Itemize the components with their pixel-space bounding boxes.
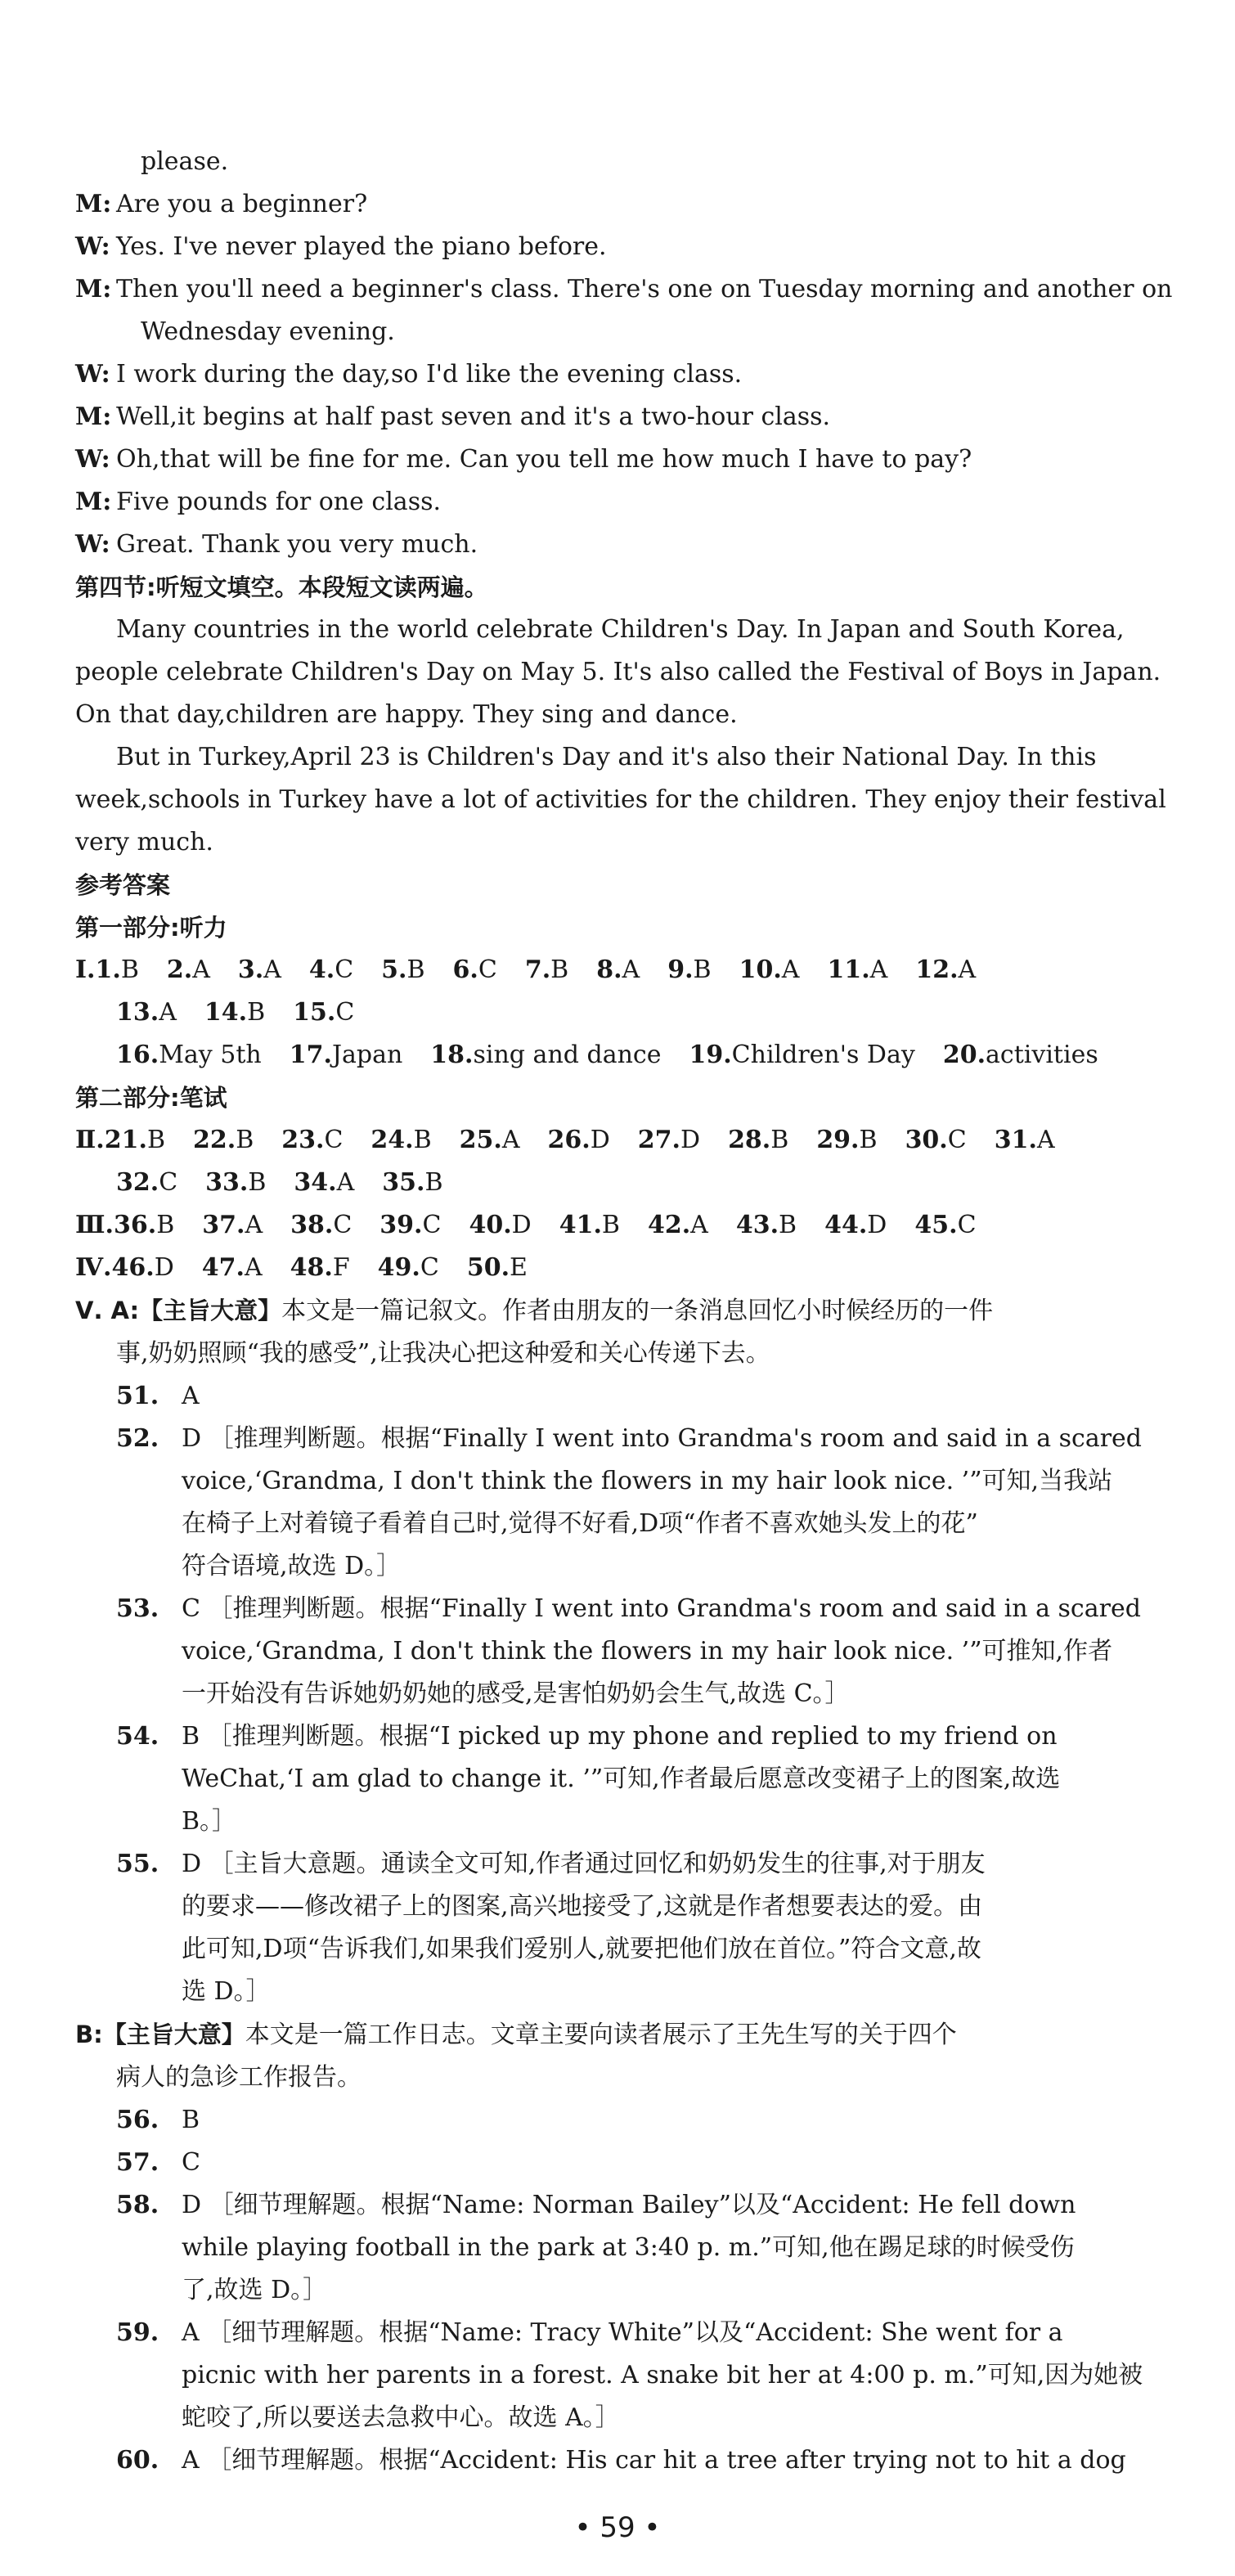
- passage-line: But in Turkey,April 23 is Children's Day and it's also their National Day. In this: [116, 743, 1097, 771]
- answer-item: [378, 1247, 439, 1289]
- question-text: 的要求——修改裙子上的图案,高兴地接受了,这就是作者想要表达的爱。由: [182, 1892, 983, 1921]
- answer-value: B: [146, 1126, 165, 1154]
- answer-item: [202, 1247, 263, 1289]
- answer-number: 31.: [994, 1126, 1037, 1154]
- answer-value: May 5th: [159, 1041, 262, 1069]
- question-text: 符合语境,故选 D。］: [182, 1552, 402, 1580]
- dialogue-text: Well,it begins at half past seven and it's a two-hour class.: [116, 402, 831, 431]
- answer-value: D: [680, 1126, 701, 1154]
- dialogue-text: Are you a beginner?: [116, 190, 368, 218]
- answer-number: 11.: [827, 955, 870, 984]
- answer-value: Japan: [331, 1041, 403, 1069]
- speaker: W:: [75, 445, 110, 474]
- answer-item: [596, 949, 640, 991]
- answer-item: [905, 1119, 967, 1162]
- answer-row: [75, 1162, 1171, 1204]
- passage-line: very much.: [75, 828, 213, 856]
- answer-number: 41.: [559, 1211, 602, 1239]
- answer-item: [728, 1119, 788, 1162]
- question-text: 选 D。］: [182, 1977, 271, 2006]
- dialogue-line: [75, 141, 1171, 183]
- answer-item: [381, 949, 424, 991]
- answer-number: 2.: [166, 955, 193, 984]
- answer-item: [827, 949, 887, 991]
- question-text: 此可知,D项“告诉我们,如果我们爱别人,就要把他们放在首位。”符合文意,故: [182, 1935, 981, 1963]
- answer-value: B: [424, 1168, 443, 1197]
- answer-number: 27.: [637, 1126, 680, 1154]
- question-text: D ［推理判断题。根据“Finally I went into Grandma's room and said in a scared: [182, 1424, 1143, 1453]
- answer-value: A: [245, 1211, 263, 1239]
- answer-value: A: [958, 955, 977, 984]
- passage: [75, 609, 1171, 864]
- dialogue-text: Yes. I've never played the piano before.: [116, 232, 607, 261]
- answer-value: A: [622, 955, 640, 984]
- question-line: [75, 2269, 1171, 2312]
- answer-number: 13.: [116, 998, 159, 1027]
- dialogue-line: [75, 353, 1171, 396]
- answer-value: A: [192, 955, 210, 984]
- question-text: A: [182, 1382, 200, 1410]
- question-text: 蛇咬了,所以要送去急救中心。故选 A。］: [182, 2403, 620, 2432]
- answer-number: 37.: [202, 1211, 245, 1239]
- answer-value: B: [247, 998, 266, 1027]
- question-line: [75, 1673, 1171, 1715]
- answer-item: [290, 1034, 403, 1077]
- question-line: [75, 1843, 1171, 1886]
- question-number: 59.: [116, 2318, 159, 2347]
- answer-row: [75, 1204, 1171, 1247]
- answer-number: 8.: [596, 955, 622, 984]
- section-a-line: [75, 1289, 1171, 1333]
- dialogue-text: Oh,that will be fine for me. Can you tell me how much I have to pay?: [116, 445, 972, 474]
- passage-line: week,schools in Turkey have a lot of activities for the children. They enjoy their festival: [75, 785, 1166, 814]
- answer-item: [915, 949, 976, 991]
- dialogue-text: Great. Thank you very much.: [116, 530, 478, 559]
- question-line: [75, 1418, 1171, 1460]
- answer-number: 15.: [293, 998, 336, 1027]
- answer-item: [112, 1247, 174, 1289]
- speaker: M:: [75, 275, 112, 303]
- question-text: 了,故选 D。］: [182, 2276, 328, 2304]
- answer-number: 5.: [381, 955, 407, 984]
- answer-number: 23.: [281, 1126, 325, 1154]
- section-roman: Ⅱ.: [75, 1126, 105, 1154]
- dialogue-text: Wednesday evening.: [141, 317, 395, 346]
- question-line: [75, 1630, 1171, 1673]
- answer-number: 1.: [95, 955, 121, 984]
- dialogue-line: [75, 311, 1171, 353]
- answer-value: A: [869, 955, 888, 984]
- speaker: W:: [75, 360, 110, 389]
- speaker: M:: [75, 190, 112, 218]
- answer-row: [75, 991, 1171, 1034]
- question-number: 53.: [116, 1594, 159, 1623]
- section-b-head: B:【主旨大意】: [75, 2021, 245, 2048]
- answer-value: B: [236, 1126, 254, 1154]
- answer-value: B: [248, 1168, 267, 1197]
- answer-item: [648, 1204, 708, 1247]
- question-line: [75, 1460, 1171, 1503]
- answer-number: 29.: [816, 1126, 860, 1154]
- answer-item: [167, 949, 210, 991]
- answer-value: F: [332, 1253, 350, 1282]
- answer-value: B: [859, 1126, 878, 1154]
- speaker: M:: [75, 488, 112, 516]
- answer-value: C: [159, 1168, 178, 1197]
- answer-number: 46.: [111, 1253, 155, 1282]
- answer-item: [204, 991, 265, 1034]
- answer-number: 30.: [905, 1126, 948, 1154]
- question-number: 57.: [116, 2148, 159, 2177]
- passage-line: people celebrate Children's Day on May 5. It's also called the Festival of Boys in Japan.: [75, 658, 1161, 686]
- answer-number: 42.: [647, 1211, 691, 1239]
- answer-item: [914, 1204, 976, 1247]
- answer-number: 9.: [667, 955, 694, 984]
- answer-item: [469, 1204, 531, 1247]
- section-b-summary: 本文是一篇工作日志。文章主要向读者展示了王先生写的关于四个: [245, 2021, 957, 2049]
- answer-number: 50.: [466, 1253, 510, 1282]
- answer-item: [116, 1162, 177, 1204]
- answer-item: [995, 1119, 1055, 1162]
- speaker: M:: [75, 402, 112, 431]
- answer-number: 14.: [204, 998, 248, 1027]
- question-number: 51.: [116, 1382, 159, 1410]
- question-text: voice,‘Grandma, I don't think the flowers in my hair look nice. ’”可推知,作者: [182, 1637, 1113, 1666]
- answer-item: [689, 1034, 914, 1077]
- question-text: D ［细节理解题。根据“Name: Norman Bailey”以及“Accident: He fell down: [182, 2191, 1076, 2219]
- question-text: WeChat,‘I am glad to change it. ’”可知,作者最后愿意改变裙子上的图案,故选: [182, 1765, 1061, 1793]
- dialogue-line: [75, 481, 1171, 524]
- question-number: 60.: [116, 2446, 159, 2475]
- passage-line: On that day,children are happy. They sing and dance.: [75, 700, 738, 729]
- answer-item: [294, 1162, 354, 1204]
- answer-row: [75, 1119, 1171, 1162]
- question-line: [75, 2184, 1171, 2227]
- answer-value: B: [550, 955, 569, 984]
- question-line: [75, 1503, 1171, 1545]
- answer-value: A: [501, 1126, 520, 1154]
- answer-number: 26.: [547, 1126, 591, 1154]
- speaker: W:: [75, 530, 110, 559]
- answer-value: C: [324, 1126, 344, 1154]
- dialogue-text: I work during the day,so I'd like the evening class.: [116, 360, 743, 389]
- answer-value: B: [770, 1126, 789, 1154]
- answer-item: [202, 1204, 263, 1247]
- question-line: [75, 2227, 1171, 2269]
- answer-number: 6.: [452, 955, 478, 984]
- answer-value: C: [335, 955, 354, 984]
- answer-number: 10.: [739, 955, 782, 984]
- answer-value: C: [333, 1211, 353, 1239]
- answer-item: [739, 949, 800, 991]
- section-a-head: Ⅴ. A:【主旨大意】: [75, 1297, 282, 1324]
- question-line: [75, 1886, 1171, 1928]
- answer-item: [824, 1204, 887, 1247]
- answer-title: 参考答案: [75, 871, 171, 899]
- answer-value: B: [156, 1211, 175, 1239]
- answer-value: C: [478, 955, 497, 984]
- page-content: [75, 141, 1171, 2482]
- question-text: A ［细节理解题。根据“Name: Tracy White”以及“Accident: She went for a: [182, 2318, 1063, 2347]
- answer-value: C: [422, 1211, 442, 1239]
- answer-item: [460, 1119, 520, 1162]
- answer-number: 36.: [113, 1211, 157, 1239]
- question-text: while playing football in the park at 3:40 p. m.”可知,他在踢足球的时候受伤: [182, 2233, 1075, 2262]
- answer-value: A: [781, 955, 800, 984]
- answer-item: [667, 949, 711, 991]
- question-number: 56.: [116, 2106, 159, 2134]
- answer-item: [943, 1034, 1098, 1077]
- answer-value: B: [406, 955, 425, 984]
- answer-item: [238, 949, 281, 991]
- dialogue-text: Then you'll need a beginner's class. There's one on Tuesday morning and another on: [116, 275, 1173, 303]
- answer-value: B: [120, 955, 139, 984]
- question-line: [75, 2439, 1171, 2482]
- answer-number: 43.: [735, 1211, 779, 1239]
- dialogue-line: [75, 268, 1171, 311]
- question-line: [75, 1545, 1171, 1588]
- dialogue-line: [75, 524, 1171, 566]
- answer-value: A: [244, 1253, 263, 1282]
- question-number: 54.: [116, 1722, 159, 1751]
- answer-number: 25.: [459, 1126, 502, 1154]
- question-number: 52.: [116, 1424, 159, 1453]
- answer-item: [370, 1119, 431, 1162]
- answer-number: 45.: [914, 1211, 958, 1239]
- question-line: [75, 1588, 1171, 1630]
- answer-item: [116, 1034, 262, 1077]
- answer-number: 39.: [379, 1211, 423, 1239]
- answer-value: C: [947, 1126, 967, 1154]
- page-number: • 59 •: [574, 2511, 661, 2544]
- answer-item: [736, 1204, 797, 1247]
- answer-number: 38.: [290, 1211, 334, 1239]
- dialogue-text: Five pounds for one class.: [116, 488, 442, 516]
- answer-number: 7.: [524, 955, 551, 984]
- answer-row: [75, 949, 1171, 991]
- section4-title: 第四节:听短文填空。本段短文读两遍。: [75, 573, 488, 601]
- part1-title: 第一部分:听力: [75, 914, 227, 942]
- answer-number: 17.: [289, 1041, 332, 1069]
- question-line: [75, 1801, 1171, 1843]
- answer-number: 3.: [237, 955, 264, 984]
- question-text: voice,‘Grandma, I don't think the flowers in my hair look nice. ’”可知,当我站: [182, 1467, 1113, 1495]
- answer-number: 48.: [290, 1253, 333, 1282]
- answer-number: 16.: [116, 1041, 159, 1069]
- question-text: B: [182, 2106, 200, 2134]
- answer-number: 20.: [942, 1041, 986, 1069]
- answer-value: E: [510, 1253, 528, 1282]
- answer-item: [293, 991, 354, 1034]
- answer-number: 44.: [824, 1211, 868, 1239]
- answer-number: 47.: [201, 1253, 245, 1282]
- answer-number: 24.: [370, 1126, 414, 1154]
- dialogue-line: [75, 183, 1171, 226]
- question-line: [75, 1758, 1171, 1801]
- answer-item: [290, 1204, 352, 1247]
- question-text: A ［细节理解题。根据“Accident: His car hit a tree after trying not to hit a dog: [182, 2446, 1126, 2475]
- dialogue: [75, 141, 1171, 566]
- answer-item: [205, 1162, 266, 1204]
- answer-value: D: [511, 1211, 532, 1239]
- answer-item: [379, 1204, 441, 1247]
- questions-a: [75, 1375, 1171, 2013]
- section-roman: Ⅲ.: [75, 1211, 114, 1239]
- answer-number: 21.: [104, 1126, 147, 1154]
- question-text: B ［推理判断题。根据“I picked up my phone and replied to my friend on: [182, 1722, 1058, 1751]
- answer-value: A: [159, 998, 177, 1027]
- question-line: [75, 1971, 1171, 2013]
- question-line: [75, 2142, 1171, 2184]
- question-text: 在椅子上对着镜子看着自己时,觉得不好看,D项“作者不喜欢她头发上的花”: [182, 1509, 978, 1538]
- answer-value: C: [957, 1211, 977, 1239]
- answer-item: [281, 1119, 343, 1162]
- answer-item: [816, 1119, 877, 1162]
- answer-number: 12.: [915, 955, 959, 984]
- answer-value: A: [263, 955, 281, 984]
- answer-value: A: [690, 1211, 708, 1239]
- question-line: [75, 2099, 1171, 2142]
- dialogue-text: please.: [141, 147, 229, 176]
- question-line: [75, 1715, 1171, 1758]
- answer-number: 19.: [689, 1041, 732, 1069]
- answer-item: [525, 949, 568, 991]
- section-b-line: [75, 2013, 1171, 2057]
- answer-value: activities: [986, 1041, 1098, 1069]
- question-line: [75, 1375, 1171, 1418]
- answer-item: [116, 991, 177, 1034]
- answers-part2: [75, 1119, 1171, 1289]
- question-text: picnic with her parents in a forest. A snake bit her at 4:00 p. m.”可知,因为她被: [182, 2361, 1143, 2389]
- section-a-summary-2: 事,奶奶照顾“我的感受”,让我决心把这种爱和关心传递下去。: [116, 1339, 770, 1368]
- answer-value: B: [779, 1211, 797, 1239]
- speaker: W:: [75, 232, 110, 261]
- answer-value: C: [420, 1253, 439, 1282]
- answer-number: 33.: [205, 1168, 249, 1197]
- part2-title: 第二部分:笔试: [75, 1084, 227, 1112]
- dialogue-line: [75, 396, 1171, 438]
- answer-item: [430, 1034, 661, 1077]
- answer-item: [559, 1204, 620, 1247]
- answer-number: 32.: [116, 1168, 159, 1197]
- answer-number: 28.: [728, 1126, 771, 1154]
- section-roman: Ⅳ.: [75, 1253, 112, 1282]
- answer-number: 40.: [469, 1211, 512, 1239]
- dialogue-line: [75, 226, 1171, 268]
- section-b-summary-2: 病人的急诊工作报告。: [116, 2063, 362, 2092]
- answer-item: [290, 1247, 350, 1289]
- section-a-summary: 本文是一篇记叙文。作者由朋友的一条消息回忆小时候经历的一件: [281, 1297, 994, 1325]
- answer-value: D: [590, 1126, 610, 1154]
- answer-number: 49.: [377, 1253, 420, 1282]
- answer-value: A: [1036, 1126, 1055, 1154]
- question-number: 58.: [116, 2191, 159, 2219]
- answer-number: 35.: [382, 1168, 425, 1197]
- answer-item: [467, 1247, 528, 1289]
- answer-value: D: [154, 1253, 174, 1282]
- answer-item: [114, 1204, 174, 1247]
- question-line: [75, 2397, 1171, 2439]
- answers-part1: [75, 949, 1171, 1077]
- question-line: [75, 2312, 1171, 2354]
- question-text: C: [182, 2148, 200, 2177]
- answer-number: 22.: [192, 1126, 236, 1154]
- question-text: C ［推理判断题。根据“Finally I went into Grandma's room and said in a scared: [182, 1594, 1141, 1623]
- answer-row: [75, 1034, 1171, 1077]
- question-number: 55.: [116, 1850, 159, 1878]
- answer-item: [638, 1119, 700, 1162]
- answer-value: sing and dance: [473, 1041, 662, 1069]
- question-line: [75, 1928, 1171, 1971]
- answer-row: [75, 1247, 1171, 1289]
- passage-line: Many countries in the world celebrate Children's Day. In Japan and South Korea,: [116, 615, 1125, 644]
- answer-value: B: [601, 1211, 620, 1239]
- answer-value: C: [335, 998, 355, 1027]
- section-roman: Ⅰ.: [75, 955, 96, 984]
- answer-item: [105, 1119, 165, 1162]
- answer-item: [193, 1119, 254, 1162]
- answer-number: 34.: [294, 1168, 337, 1197]
- answer-value: Children's Day: [731, 1041, 915, 1069]
- answer-value: B: [693, 955, 712, 984]
- dialogue-line: [75, 438, 1171, 481]
- answer-item: [548, 1119, 610, 1162]
- answer-item: [453, 949, 497, 991]
- answer-value: D: [867, 1211, 887, 1239]
- answer-number: 4.: [308, 955, 335, 984]
- question-text: 一开始没有告诉她奶奶她的感受,是害怕奶奶会生气,故选 C。］: [182, 1679, 850, 1708]
- question-text: D ［主旨大意题。通读全文可知,作者通过回忆和奶奶发生的往事,对于朋友: [182, 1850, 986, 1878]
- answer-value: B: [413, 1126, 432, 1154]
- answer-item: [382, 1162, 442, 1204]
- answer-item: [95, 949, 138, 991]
- question-line: [75, 2354, 1171, 2397]
- questions-b: [75, 2099, 1171, 2482]
- answer-number: 18.: [430, 1041, 474, 1069]
- question-text: B。］: [182, 1807, 237, 1836]
- answer-value: A: [336, 1168, 355, 1197]
- answer-item: [309, 949, 353, 991]
